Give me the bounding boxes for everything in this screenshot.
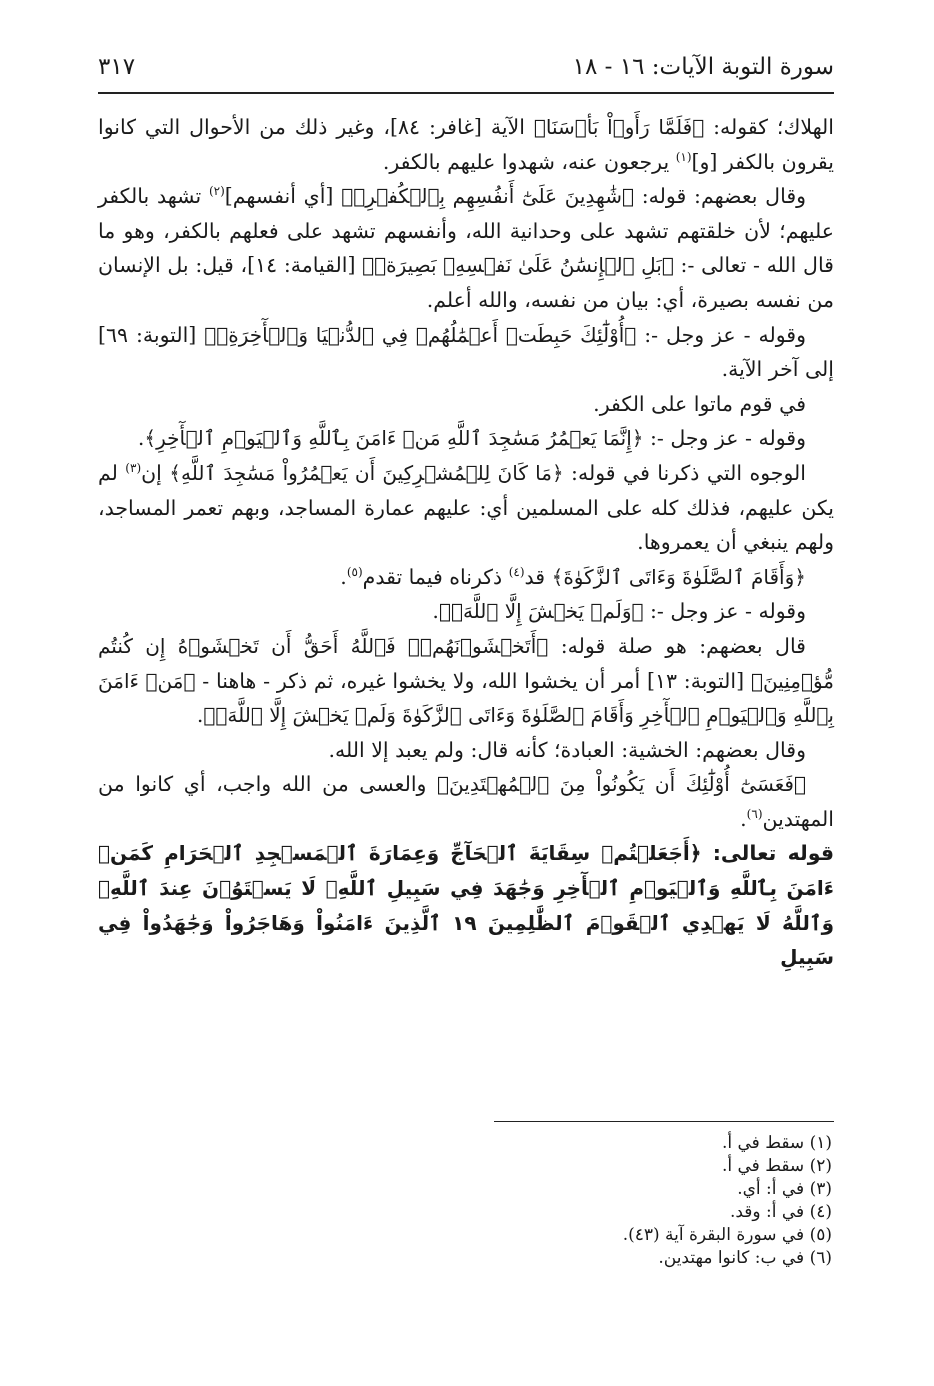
page-header (98, 48, 834, 94)
text-run: تشهد بالكفر عليهم؛ لأن خلقتهم تشهد على وحدانية الله، وأنفسهم تشهد على فعلهم بالكفر، وهو ما قال الله - تعالى -: (98, 184, 834, 278)
paragraph (98, 594, 834, 629)
text-run: إن (141, 460, 170, 485)
footnote: (٣) في أ: أي. (737, 1179, 832, 1199)
body-text (98, 110, 834, 975)
paragraph (98, 318, 834, 387)
text-run: وقوله - عز وجل -: (636, 322, 806, 347)
text-run: . (432, 599, 439, 624)
text-run: . (340, 564, 347, 589)
text-run: في قوم ماتوا على الكفر. (593, 391, 806, 416)
quran-quote: ﴿شَٰهِدِينَ عَلَىٰٓ أَنفُسِهِم بِٱلۡكُفۡرِۚ﴾ (341, 184, 634, 209)
paragraph (98, 421, 834, 456)
footnote: (٦) في ب: كانوا مهتدين. (658, 1248, 832, 1268)
paragraph (98, 387, 834, 422)
text-run: الوجوه التي ذكرنا في قوله: (563, 460, 806, 485)
text-run: ذكرناه فيما تقدم (362, 564, 509, 589)
quran-quote: ﴿وَلَمۡ يَخۡشَ إِلَّا ٱللَّهَۖ﴾ (438, 599, 644, 624)
paragraph (98, 629, 834, 733)
quran-quote: ﴿مَا كَانَ لِلۡمُشۡرِكِينَ أَن يَعۡمُرُواْ مَسَٰجِدَ ٱللَّهِ﴾ (169, 460, 564, 485)
quran-quote: ﴿بَلِ ٱلۡإِنسَٰنُ عَلَىٰ نَفۡسِهِۦ بَصِيرَةٞ﴾ (362, 253, 674, 278)
text-run: يرجعون عنه، شهدوا عليهم بالكفر. (382, 149, 676, 174)
quran-quote: ﴿وَأَقَامَ ٱلصَّلَوٰةَ وَءَاتَى ٱلزَّكَوٰةَ﴾ (551, 564, 806, 589)
book-page (98, 48, 834, 975)
quran-quote: ﴿مَنۡ ءَامَنَ بِٱللَّهِ وَٱلۡيَوۡمِ ٱلۡأٓخِرِ وَأَقَامَ ٱلصَّلَوٰةَ وَءَاتَى ٱلزَّكَوٰةَ وَلَمۡ يَخۡشَ إِلَّا ٱللَّهَۖ﴾ (98, 668, 834, 728)
footnote-marker: (٥) (346, 564, 363, 579)
page-number: ٣١٧ (98, 54, 136, 80)
footnote: (٤) في أ: وقد. (729, 1202, 832, 1222)
text-run: وقال بعضهم: الخشية: العبادة؛ كأنه قال: ولم يعبد إلا الله. (328, 737, 806, 762)
quran-quote: ﴿أَجَعَلۡتُمۡ سِقَايَةَ ٱلۡحَآجِّ وَعِمَارَةَ ٱلۡمَسۡجِدِ ٱلۡحَرَامِ كَمَنۡ ءَامَنَ بِٱللَّهِ وَٱلۡيَوۡمِ ٱلۡأٓخِرِ وَجَٰهَدَ فِي سَبِيلِ ٱللَّهِۚ لَا يَسۡتَوُۥنَ عِندَ ٱللَّهِۗ وَٱللَّهُ لَا يَهۡدِي ٱلۡقَوۡمَ ٱلظَّٰلِمِينَ ١٩ ٱلَّذِينَ ءَامَنُواْ وَهَاجَرُواْ وَجَٰهَدُواْ فِي سَبِيلِ (98, 841, 834, 970)
running-head: سورة التوبة الآيات: ١٦ - ١٨ (572, 54, 834, 80)
quran-quote: ﴿فَلَمَّا رَأَوۡاْ بَأۡسَنَا﴾ (533, 115, 705, 139)
text-run: . (740, 806, 747, 831)
text-run: . (137, 426, 145, 451)
paragraph (98, 179, 834, 317)
paragraph (98, 767, 834, 836)
footnote-marker: (٢) (208, 184, 225, 199)
text-run: [التوبة: ٦٩] إلى آخر الآية. (98, 322, 834, 382)
text-run: قد (524, 564, 552, 589)
footnote: (١) سقط في أ. (721, 1133, 832, 1153)
quran-quote: ﴿أَتَخۡشَوۡنَهُمۡۚ فَٱللَّهُ أَحَقُّ أَن تَخۡشَوۡهُ إِن كُنتُم مُّؤۡمِنِينَ﴾ (98, 633, 834, 693)
text-run: وقال بعضهم: قوله: (633, 184, 807, 209)
paragraph (98, 836, 834, 974)
quran-quote: ﴿فَعَسَىٰٓ أُوْلَٰٓئِكَ أَن يَكُونُواْ مِنَ ٱلۡمُهۡتَدِينَ﴾ (437, 772, 806, 797)
text-run: الآية [غافر: ٨٤]، وغير ذلك من الأحوال التي كانوا يقرون بالكفر [و] (98, 115, 834, 174)
footnote-marker: (٦) (746, 807, 763, 822)
text-run: وقوله - عز وجل -: (643, 599, 806, 624)
paragraph (98, 560, 834, 595)
text-run: [التوبة: ١٣] أمر أن يخشوا الله، ولا يخشوا غيره، ثم ذكر - هاهنا - (195, 668, 751, 693)
footnote-marker: (١) (675, 149, 692, 164)
text-run: [أي أنفسهم] (224, 184, 342, 209)
quran-quote: ﴿أُوْلَٰٓئِكَ حَبِطَتۡ أَعۡمَٰلُهُمۡ فِي ٱلدُّنۡيَا وَٱلۡأٓخِرَةِۖ﴾ (204, 322, 637, 347)
text-run: . (196, 703, 204, 728)
text-run: لم يكن عليهم، فذلك كله على المسلمين أي: عليهم عمارة المساجد، وبهم تعمر المساجد، ولهم ينبغي أن يعمروها. (98, 460, 834, 555)
text-run: والعسى من الله واجب، أي كانوا من المهتدين (98, 772, 834, 831)
footnote-separator (494, 1121, 834, 1122)
text-run: قال بعضهم: هو صلة قوله: (548, 633, 806, 658)
text-run: [القيامة: ١٤]، قيل: بل الإنسان من نفسه بصيرة، أي: بيان من نفسه، والله أعلم. (98, 253, 834, 312)
footnote: (٥) في سورة البقرة آية (٤٣). (622, 1225, 832, 1245)
text-run: الهلاك؛ كقوله: (704, 115, 834, 139)
footnote-marker: (٤) (508, 564, 525, 579)
paragraph (98, 733, 834, 768)
footnote-marker: (٣) (125, 461, 142, 476)
quran-quote: ﴿إِنَّمَا يَعۡمُرُ مَسَٰجِدَ ٱللَّهِ مَنۡ ءَامَنَ بِٱللَّهِ وَٱلۡيَوۡمِ ٱلۡأٓخِرِ﴾ (144, 426, 644, 451)
text-run: قوله تعالى: (701, 841, 834, 866)
footnote: (٢) سقط في أ. (721, 1156, 832, 1176)
text-run: وقوله - عز وجل -: (643, 426, 806, 451)
footnotes (623, 1132, 832, 1270)
paragraph (98, 110, 834, 179)
paragraph (98, 456, 834, 560)
